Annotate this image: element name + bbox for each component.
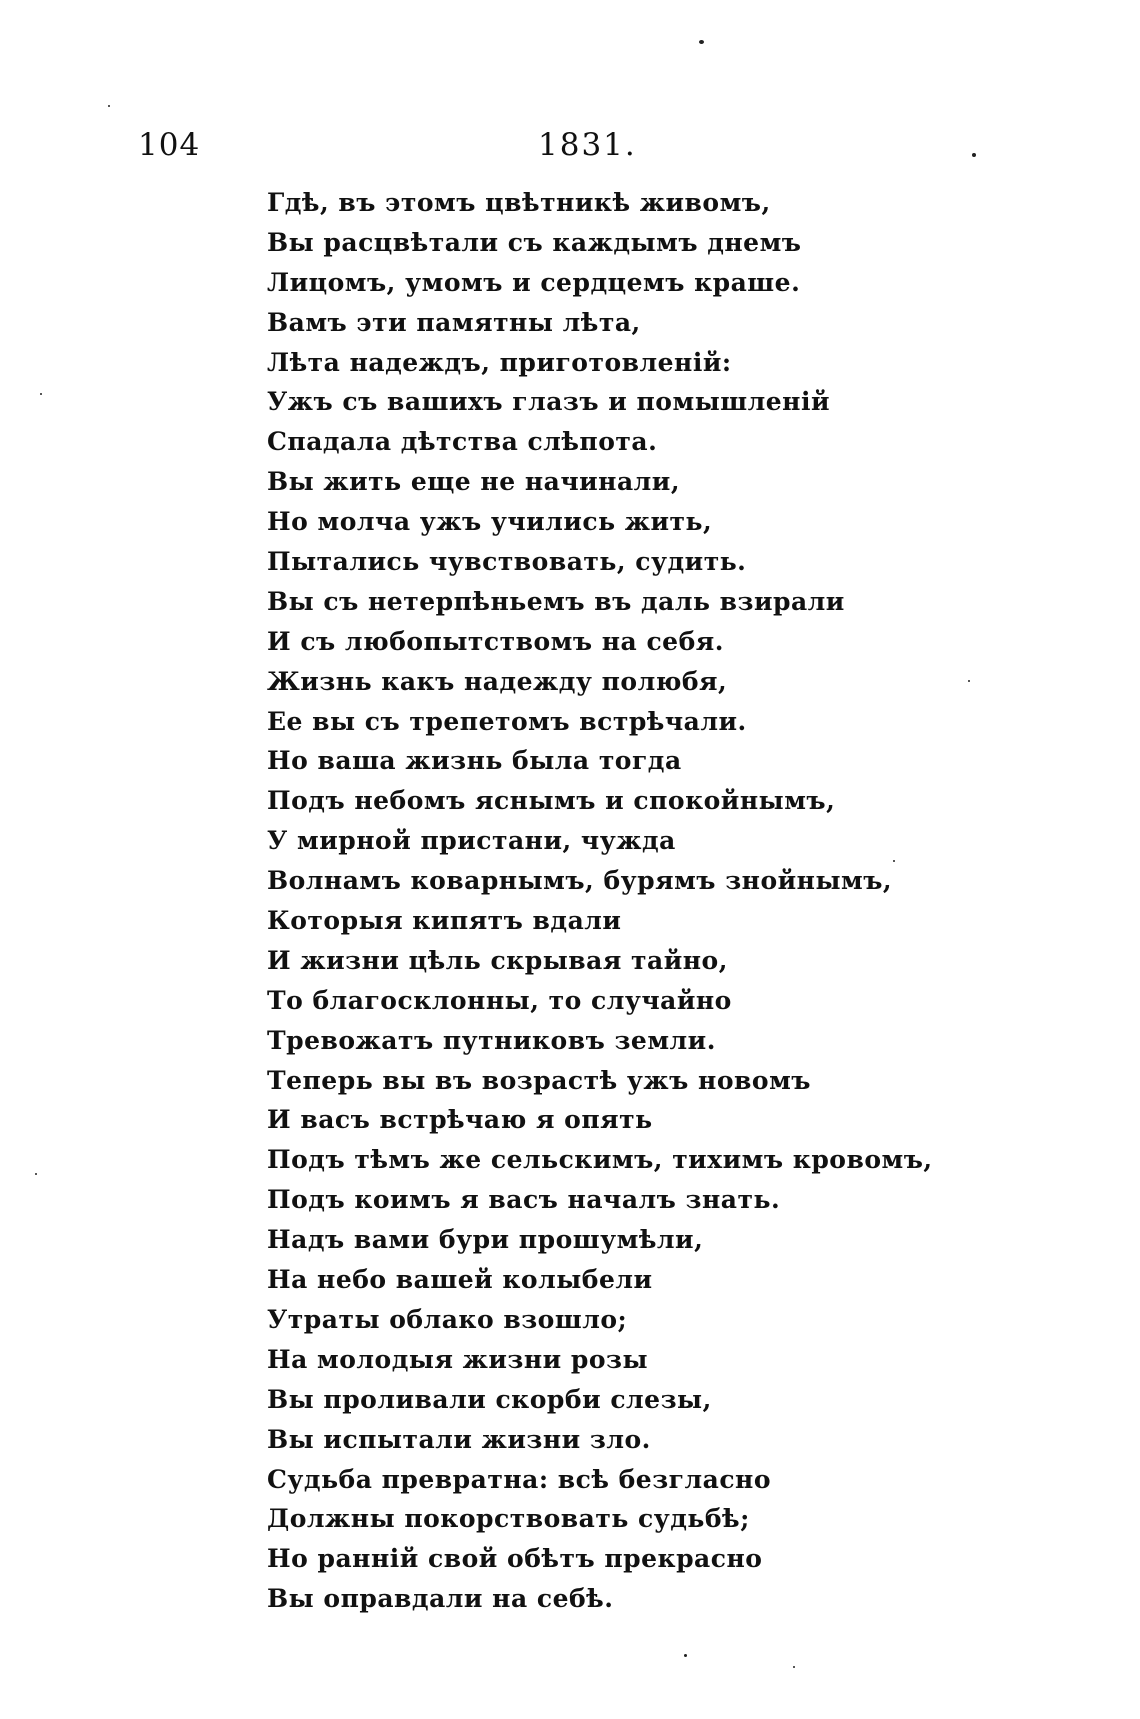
poem-line: То благосклонны, то случайно <box>267 985 732 1015</box>
poem-line: Должны покорствовать судьбѣ; <box>267 1504 750 1534</box>
poem-line: И жизни цѣль скрывая тайно, <box>267 945 728 975</box>
poem-line: Подъ тѣмъ же сельскимъ, тихимъ кровомъ, <box>267 1145 933 1175</box>
page-header <box>0 127 1140 167</box>
poem-line: Вы съ нетерпѣньемъ въ даль взирали <box>267 586 845 616</box>
poem-line: Вы оправдали на себѣ. <box>267 1584 614 1614</box>
scan-speck <box>40 393 42 395</box>
poem-line: Пытались чувствовать, судить. <box>267 547 747 577</box>
running-head-year: 1831. <box>538 127 637 163</box>
poem-line: Тревожатъ путниковъ земли. <box>267 1025 716 1055</box>
poem-line: Подъ коимъ я васъ началъ знать. <box>267 1185 781 1215</box>
poem-line: Лѣта надеждъ, приготовленій: <box>267 347 732 377</box>
poem-line: Вы расцвѣтали съ каждымъ днемъ <box>267 227 802 257</box>
poem-line: Жизнь какъ надежду полюбя, <box>267 666 728 696</box>
poem-line: У мирной пристани, чужда <box>267 826 676 856</box>
poem-line: Вы испытали жизни зло. <box>267 1424 651 1454</box>
poem-line: Судьба превратна: всѣ безгласно <box>267 1464 772 1494</box>
poem-line: Надъ вами бури прошумѣли, <box>267 1225 704 1255</box>
poem-line: Лицомъ, умомъ и сердцемъ краше. <box>267 267 801 297</box>
poem-line: Спадала дѣтства слѣпота. <box>267 427 658 457</box>
scan-speck <box>893 860 895 862</box>
poem-line: Подъ небомъ яснымъ и спокойнымъ, <box>267 786 836 816</box>
poem-line: Волнамъ коварнымъ, бурямъ знойнымъ, <box>267 866 893 896</box>
poem-line: Вы проливали скорби слезы, <box>267 1384 712 1414</box>
poem-line: На молодыя жизни розы <box>267 1344 649 1374</box>
poem-line: Но ранній свой обѣтъ прекрасно <box>267 1544 763 1574</box>
scan-speck <box>972 153 976 157</box>
poem-line: На небо вашей колыбели <box>267 1265 653 1295</box>
poem-line: Утраты облако взошло; <box>267 1304 628 1334</box>
scan-speck <box>35 1173 37 1175</box>
poem-line: Ужъ съ вашихъ глазъ и помышленій <box>267 387 830 417</box>
poem-line: Но ваша жизнь была тогда <box>267 746 682 776</box>
poem-line: Вамъ эти памятны лѣта, <box>267 307 641 337</box>
poem-line: И васъ встрѣчаю я опять <box>267 1105 653 1135</box>
scan-speck <box>793 1666 795 1668</box>
scan-speck <box>108 105 110 107</box>
poem-text <box>267 183 1107 1619</box>
poem-line: Ее вы съ трепетомъ встрѣчали. <box>267 706 747 736</box>
poem-line: Теперь вы въ возрастѣ ужъ новомъ <box>267 1065 811 1095</box>
scan-speck <box>684 1654 687 1657</box>
poem-line: Которыя кипятъ вдали <box>267 906 622 936</box>
poem-line: Гдѣ, въ этомъ цвѣтникѣ живомъ, <box>267 188 771 217</box>
poem-line: Но молча ужъ учились жить, <box>267 507 713 537</box>
poem-line: Вы жить еще не начинали, <box>267 467 681 497</box>
poem-line: И съ любопытствомъ на себя. <box>267 626 724 656</box>
page-number: 104 <box>138 127 201 163</box>
scan-speck <box>968 680 970 682</box>
scan-speck <box>699 40 704 44</box>
